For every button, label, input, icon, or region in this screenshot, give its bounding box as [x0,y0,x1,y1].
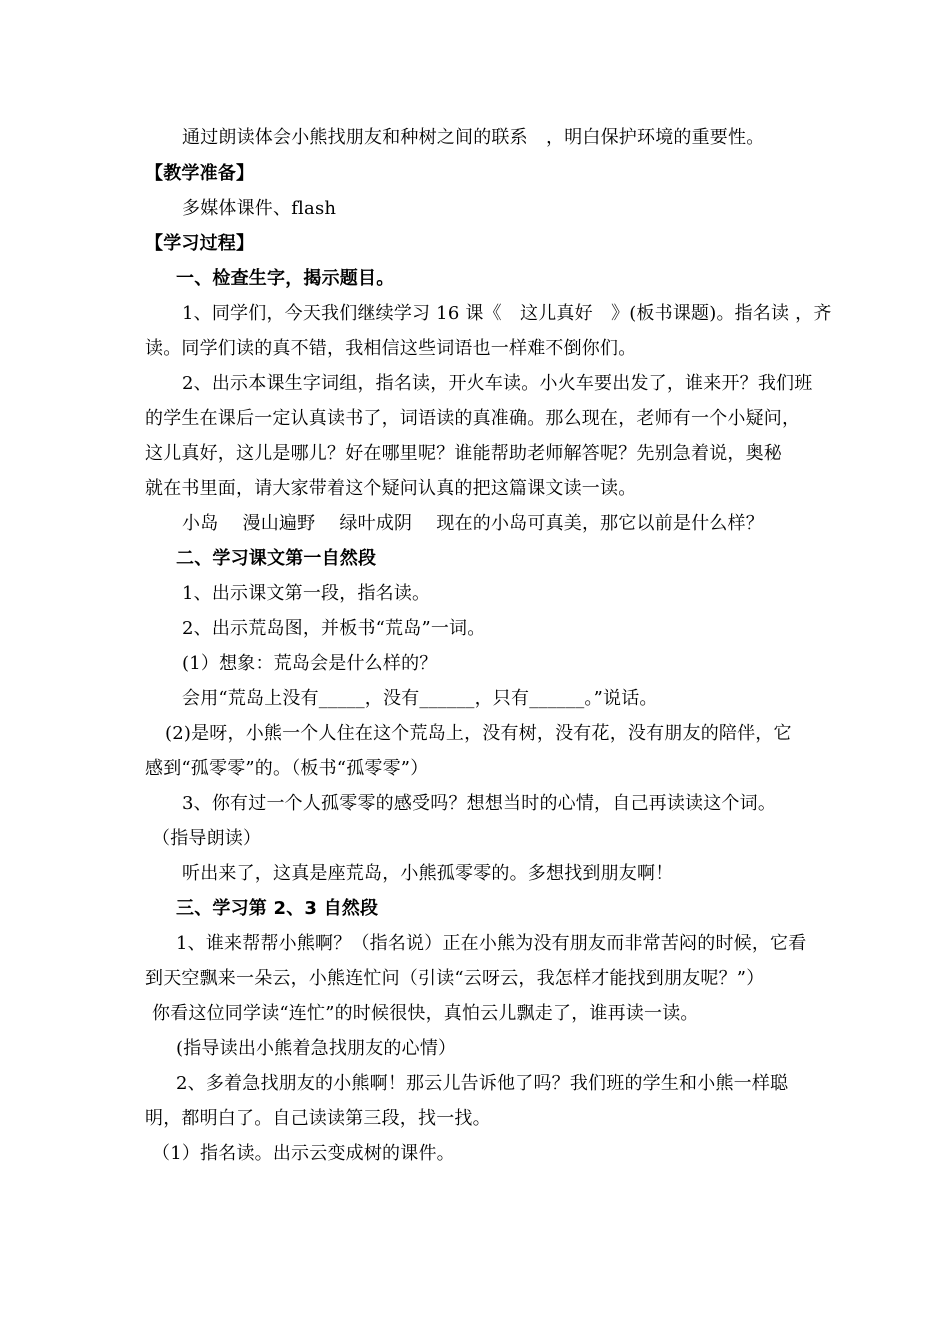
paragraph-line: 听出来了，这真是座荒岛，小熊孤零零的。多想找到朋友啊！ [182,863,674,884]
paragraph-line: 这儿真好，这儿是哪儿？好在哪里呢？谁能帮助老师解答呢？先别急着说，奥秘 [145,443,782,464]
paragraph-line: 就在书里面，请大家带着这个疑问认真的把这篇课文读一读。 [145,478,637,499]
paragraph-line: 感到“孤零零”的。（板书“孤零零”） [145,758,429,779]
paragraph-line: 明，都明白了。自己读读第三段，找一找。 [145,1108,491,1129]
paragraph-line: （指导朗读） [152,828,262,849]
paragraph-line: (1）想象：荒岛会是什么样的？ [182,653,438,674]
paragraph-line: (指导读出小熊着急找朋友的心情） [176,1038,457,1059]
paragraph-line: （1）指名读。出示云变成树的课件。 [152,1143,455,1164]
paragraph-line: 读。同学们读的真不错，我相信这些词语也一样难不倒你们。 [145,338,637,359]
paragraph-line: 3、你有过一个人孤零零的感受吗？想想当时的心情，自己再读读这个词。 [182,793,777,814]
paragraph-line: 到天空飘来一朵云，小熊连忙问（引读“云呀云，我怎样才能找到朋友呢？”） [145,968,765,989]
section-one-title: 一、检查生字，揭示题目。 [176,268,395,289]
paragraph-line: 1、谁来帮帮小熊啊？（指名说）正在小熊为没有朋友而非常苦闷的时候，它看 [176,933,807,954]
word-list-line: 小岛 漫山遍野 绿叶成阴 现在的小岛可真美，那它以前是什么样？ [182,513,764,534]
section-two-title: 二、学习课文第一自然段 [176,548,377,569]
paragraph-line: 的学生在课后一定认真读书了，词语读的真准确。那么现在，老师有一个小疑问， [145,408,801,429]
section-three-title: 三、学习第 2、3 自然段 [176,898,379,919]
paragraph-line: 会用“荒岛上没有_____，没有______，只有______。”说话。 [182,688,658,709]
paragraph-line: 2、出示荒岛图，并板书“荒岛”一词。 [182,618,486,639]
heading-teaching-preparation: 【教学准备】 [145,163,255,184]
paragraph-line: 1、出示课文第一段，指名读。 [182,583,431,604]
preparation-text: 多媒体课件、flash [182,198,337,219]
paragraph-line: 2、出示本课生字词组，指名读，开火车读。小火车要出发了，谁来开？我们班 [182,373,813,394]
paragraph-line: 你看这位同学读“连忙”的时候很快，真怕云儿飘走了，谁再读一读。 [152,1003,699,1024]
heading-learning-process: 【学习过程】 [145,233,255,254]
paragraph-line: (2)是呀，小熊一个人住在这个荒岛上，没有树，没有花，没有朋友的陪伴，它 [165,723,792,744]
paragraph-line: 2、多着急找朋友的小熊啊！那云儿告诉他了吗？我们班的学生和小熊一样聪 [176,1073,789,1094]
goal-text: 通过朗读体会小熊找朋友和种树之间的联系 ，明白保护环境的重要性。 [182,127,765,148]
paragraph-line: 1、同学们，今天我们继续学习 16 课《 这儿真好 》(板书课题)。指名读 ，齐 [182,303,832,324]
